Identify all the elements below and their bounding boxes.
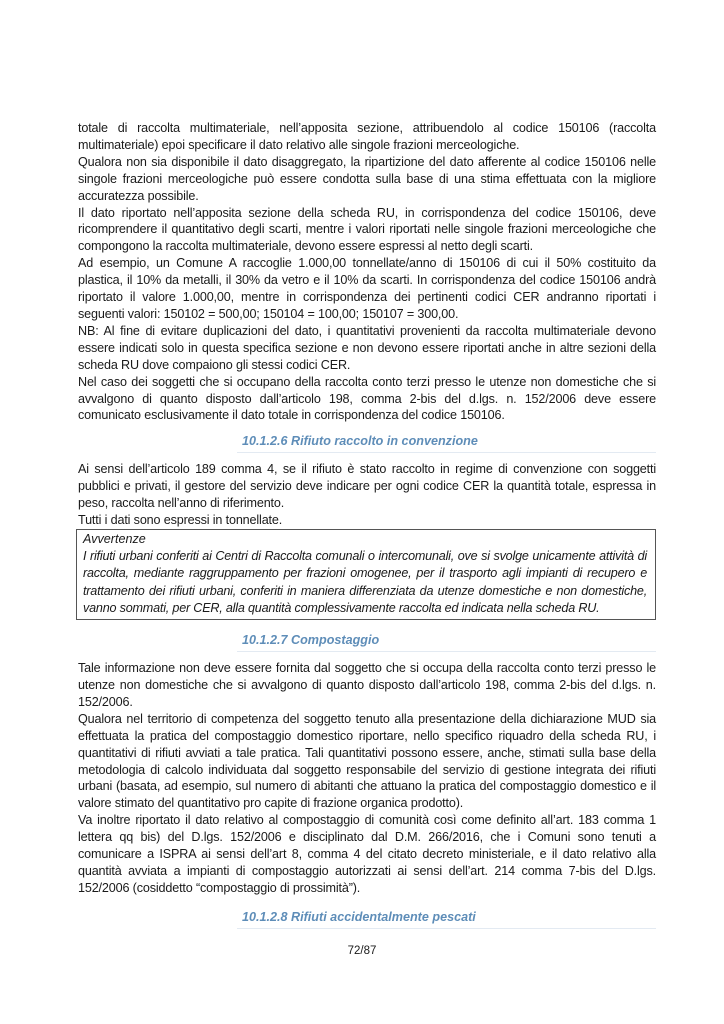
compostaggio-paragraph-3: Va inoltre riportato il dato relativo al compostaggio di comunità così come definito all’art. 183 comma 1 lettera qq bis) del D.lgs. 152/2006 e disciplinato dal D.M. 266/2016, che i Comuni sono tenuti a comunicare a ISPRA ai sensi dell’art 8, comma 4 del citato decreto ministeriale, e il dato relativo alla quantità avviata a impianti di compostaggio autorizzati ai sensi dell’art. 214 comma 7-bis del D.lgs. 152/2006 (cosiddetto “compostaggio di prossimità”). [78, 813, 656, 895]
intro-paragraph-1: totale di raccolta multimateriale, nell’apposita sezione, attribuendolo al codice 150106 (raccolta multimateriale) epoi specificare il dato relativo alle singole frazioni merceologiche. [78, 121, 656, 152]
warning-title: Avvertenze [83, 531, 146, 546]
page-number: 72/87 [347, 945, 377, 957]
intro-paragraph-2: Qualora non sia disponibile il dato disaggregato, la ripartizione del dato afferente al codice 150106 nelle singole frazioni merceologiche può essere condotta sulla base di una stima effettuata con la migliore accuratezza possibile. [78, 154, 656, 203]
intro-paragraph-nb: NB: Al fine di evitare duplicazioni del dato, i quantitativi provenienti da raccolta multimateriale devono essere indicati solo in questa specifica sezione e non devono essere riportati anche in altre sezioni della scheda RU dove compaiono gli stessi codici CER. [78, 323, 656, 372]
intro-paragraph-3: Il dato riportato nell’apposita sezione della scheda RU, in corrispondenza del codice 150106, deve ricomprendere il quantitativo degli scarti, mentre i valori riportati nelle singole frazioni merceologiche che compongono la raccolta multimateriale, devono essere espressi al netto degli scarti. [78, 205, 656, 254]
section-heading-rifiuto-raccolto-in-convenzione: 10.1.2.6 Rifiuto raccolto in convenzione [237, 433, 656, 453]
section-heading-compostaggio: 10.1.2.7 Compostaggio [237, 632, 656, 652]
compostaggio-paragraph-1: Tale informazione non deve essere fornita dal soggetto che si occupa della raccolta conto terzi presso le utenze non domestiche che si avvalgono di quanto disposto dall’articolo 198, comma 2-bis del d.lgs. n. 152/2006. [78, 661, 656, 709]
intro-paragraph-6: Nel caso dei soggetti che si occupano della raccolta conto terzi presso le utenze non domestiche che si avvalgono di quanto disposto dall’articolo 198, comma 2-bis del d.lgs. n. 152/2006 deve essere comunicato esclusivamente il dato totale in corrispondenza del codice 150106. [78, 374, 656, 423]
convenzione-paragraph-2: Tutti i dati sono espressi in tonnellate. [78, 513, 283, 528]
warning-body: I rifiuti urbani conferiti ai Centri di Raccolta comunali o intercomunali, ove si svolge unicamente attività di raccolta, mediante raggruppamento per frazioni omogenee, per il trasporto agli impianti di recupero e trattamento dei rifiuti urbani, conferiti in maniera differenziata da utenze domestiche e non domestiche, vanno sommati, per CER, alla quantità complessivamente raccolta ed indicata nella scheda RU. [83, 548, 647, 615]
warning-box [76, 529, 656, 620]
convenzione-paragraph-1: Ai sensi dell’articolo 189 comma 4, se il rifiuto è stato raccolto in regime di convenzione con soggetti pubblici e privati, il gestore del servizio deve indicare per ogni codice CER la quantità totale, espressa in peso, raccolta nell’anno di riferimento. [78, 462, 656, 511]
section-heading-rifiuti-accidentalmente-pescati: 10.1.2.8 Rifiuti accidentalmente pescati [237, 909, 656, 929]
intro-paragraph-example: Ad esempio, un Comune A raccoglie 1.000,00 tonnellate/anno di 150106 di cui il 50% costituito da plastica, il 10% da metalli, il 30% da vetro e il 10% da scarti. In corrispondenza del codice 150106 andrà riportato il valore 1.000,00, mentre in corrispondenza dei pertinenti codici CER andranno riportati i seguenti valori: 150102 = 500,00; 150104 = 100,00; 150107 = 300,00. [78, 256, 656, 321]
document-page [78, 120, 656, 937]
compostaggio-paragraph-2: Qualora nel territorio di competenza del soggetto tenuto alla presentazione della dichiarazione MUD sia effettuata la pratica del compostaggio domestico riportare, nello specifico riquadro della scheda RU, i quantitativi di rifiuti avviati a tale pratica. Tali quantitativi possono essere, anche, stimati sulla base della metodologia di calcolo individuata dal soggetto responsabile del servizio di gestione integrata dei rifiuti urbani (basata, ad esempio, sul numero di abitanti che attuano la pratica del compostaggio domestico e il valore stimato del quantitativo pro capite di frazione organica prodotto). [78, 711, 656, 811]
